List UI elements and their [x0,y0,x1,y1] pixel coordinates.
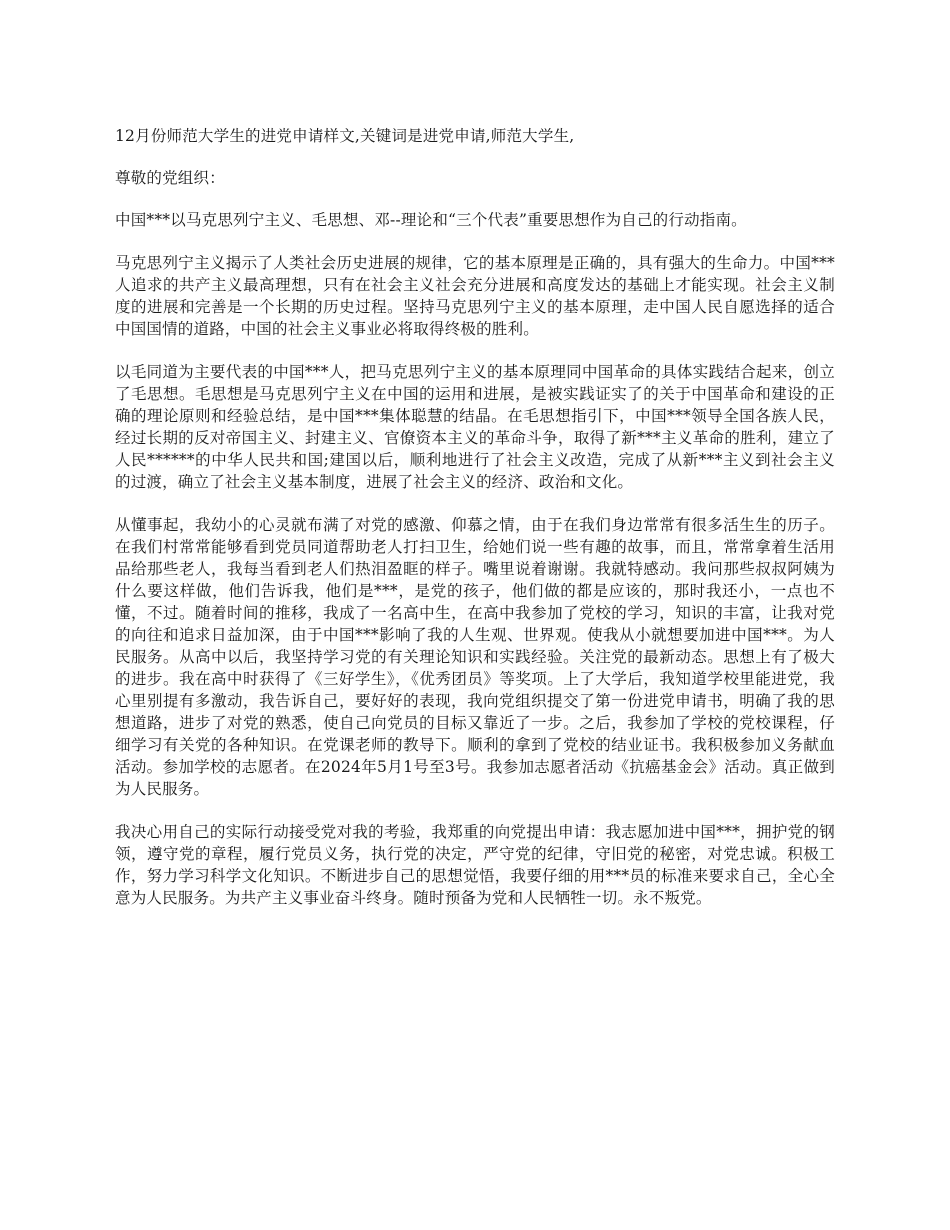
body-paragraph: 以毛同道为主要代表的中国***人，把马克思列宁主义的基本原理同中国革命的具体实践结合起来，创立了毛思想。毛思想是马克思列宁主义在中国的运用和进展，是被实践证实了的关于中国革命和建设的正确的理论原则和经验总结，是中国***集体聪慧的结晶。在毛思想指引下，中国***领导全国各族人民，经过长期的反对帝国主义、封建主义、官僚资本主义的革命斗争，取得了新***主义革命的胜利，建立了人民******的中华人民共和国;建国以后，顺利地进行了社会主义改造，完成了从新***主义到社会主义的过渡，确立了社会主义基本制度，进展了社会主义的经济、政治和文化。 [115,363,835,491]
salutation: 尊敬的党组织： [115,169,225,187]
body-paragraph: 从懂事起，我幼小的心灵就布满了对党的感激、仰慕之情，由于在我们身边常常有很多活生生的历子。在我们村常常能够看到党员同道帮助老人打扫卫生，给她们说一些有趣的故事，而且，常常拿着生活用品给那些老人，我每当看到老人们热泪盈眶的样子。嘴里说着谢谢。我就特感动。我问那些叔叔阿姨为什么要这样做，他们告诉我，他们是***，是党的孩子，他们做的都是应该的，那时我还小，一点也不懂，不过。随着时间的推移，我成了一名高中生，在高中我参加了党校的学习，知识的丰富，让我对党的向往和追求日益加深，由于中国***影响了我的人生观、世界观。使我从小就想要加进中国***。为人民服务。从高中以后，我坚持学习党的有关理论知识和实践经验。关注党的最新动态。思想上有了极大的进步。我在高中时获得了《三好学生》，《优秀团员》等奖项。上了大学后，我知道学校里能进党，我心里别提有多激动，我告诉自己，要好好的表现，我向党组织提交了第一份进党申请书，明确了我的思想道路，进步了对党的熟悉，使自己向党员的目标又靠近了一步。之后，我参加了学校的党校课程，仔细学习有关党的各种知识。在党课老师的教导下。顺利的拿到了党校的结业证书。我积极参加义务献血活动。参加学校的志愿者。在2024年5月1号至3号。我参加志愿者活动《抗癌基金会》活动。真正做到为人民服务。 [115,516,835,798]
body-paragraph: 马克思列宁主义揭示了人类社会历史进展的规律，它的基本原理是正确的，具有强大的生命力。中国***人追求的共产主义最高理想，只有在社会主义社会充分进展和高度发达的基础上才能实现。社会主义制度的进展和完善是一个长期的历史过程。坚持马克思列宁主义的基本原理，走中国人民自愿选择的适合中国国情的道路，中国的社会主义事业必将取得终极的胜利。 [115,254,835,338]
document-title: 12月份师范大学生的进党申请样文,关键词是进党申请,师范大学生, [115,127,575,145]
body-paragraph: 我决心用自己的实际行动接受党对我的考验，我郑重的向党提出申请：我志愿加进中国***，拥护党的钢领，遵守党的章程，履行党员义务，执行党的决定，严守党的纪律，守旧党的秘密，对党忠诚。积极工作，努力学习科学文化知识。不断进步自己的思想觉悟，我要仔细的用***员的标准来要求自己，全心全意为人民服务。为共产主义事业奋斗终身。随时预备为党和人民牺牲一切。永不叛党。 [115,823,835,907]
body-paragraph: 中国***以马克思列宁主义、毛思想、邓--理论和“三个代表”重要思想作为自己的行动指南。 [115,211,747,229]
document-page [115,125,835,930]
